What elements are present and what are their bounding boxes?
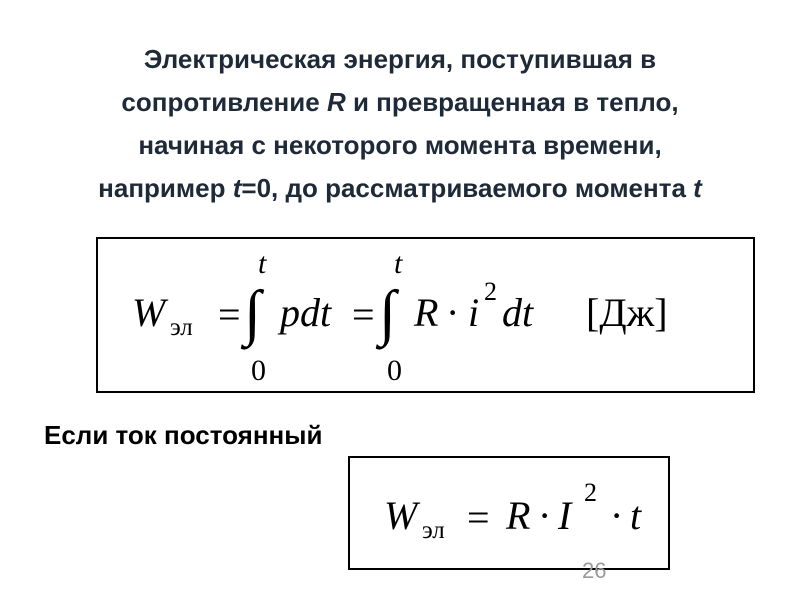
variable-r: R [326,87,346,117]
constant-current-formula [348,456,670,570]
equals-sign: = [467,495,490,540]
multiplication-dot: · [610,493,624,538]
integral-sign: ∫ [379,279,396,347]
variable-t: t [232,173,242,203]
multiplication-dot: · [538,493,552,538]
title-line-3: начиная с некоторого момента времени, [138,130,662,160]
energy-integral-formula [96,237,755,393]
variable-t: t [693,173,702,203]
equals-sign: = [352,292,375,337]
formula-t: t [630,493,642,538]
upper-limit: t [394,247,403,280]
lower-limit: 0 [387,354,402,387]
page-number: 26 [582,558,607,583]
integral-sign: ∫ [244,279,261,347]
upper-limit: t [258,247,267,280]
title-line-1: Электрическая энергия, поступившая в [143,44,657,74]
formula-dt: dt [502,290,534,335]
formula-r: R [506,493,531,538]
equals-sign: = [218,292,241,337]
title-text: и превращенная в тепло, [345,87,679,117]
formula-w: W [132,290,166,335]
constant-current-heading: Если ток постоянный [44,420,323,450]
slide-title [0,38,800,210]
lower-limit: 0 [251,354,266,387]
title-line-2 [0,81,800,124]
formula-r: R [414,290,439,335]
formula-i: i [468,290,480,335]
integrand-pdt: pdt [280,290,332,335]
formula-i: I [558,493,572,538]
title-line-4 [0,167,800,210]
title-text: сопротивление [121,87,327,117]
unit-joules: [Дж] [586,290,668,335]
title-text: например [98,173,233,203]
exponent: 2 [484,277,497,306]
multiplication-dot: · [446,290,460,335]
formula-subscript: эл [422,517,445,544]
exponent: 2 [584,478,597,507]
title-text: =0, до рассматриваемого момента [241,173,694,203]
formula-subscript: эл [170,314,193,341]
formula-w: W [384,493,418,538]
